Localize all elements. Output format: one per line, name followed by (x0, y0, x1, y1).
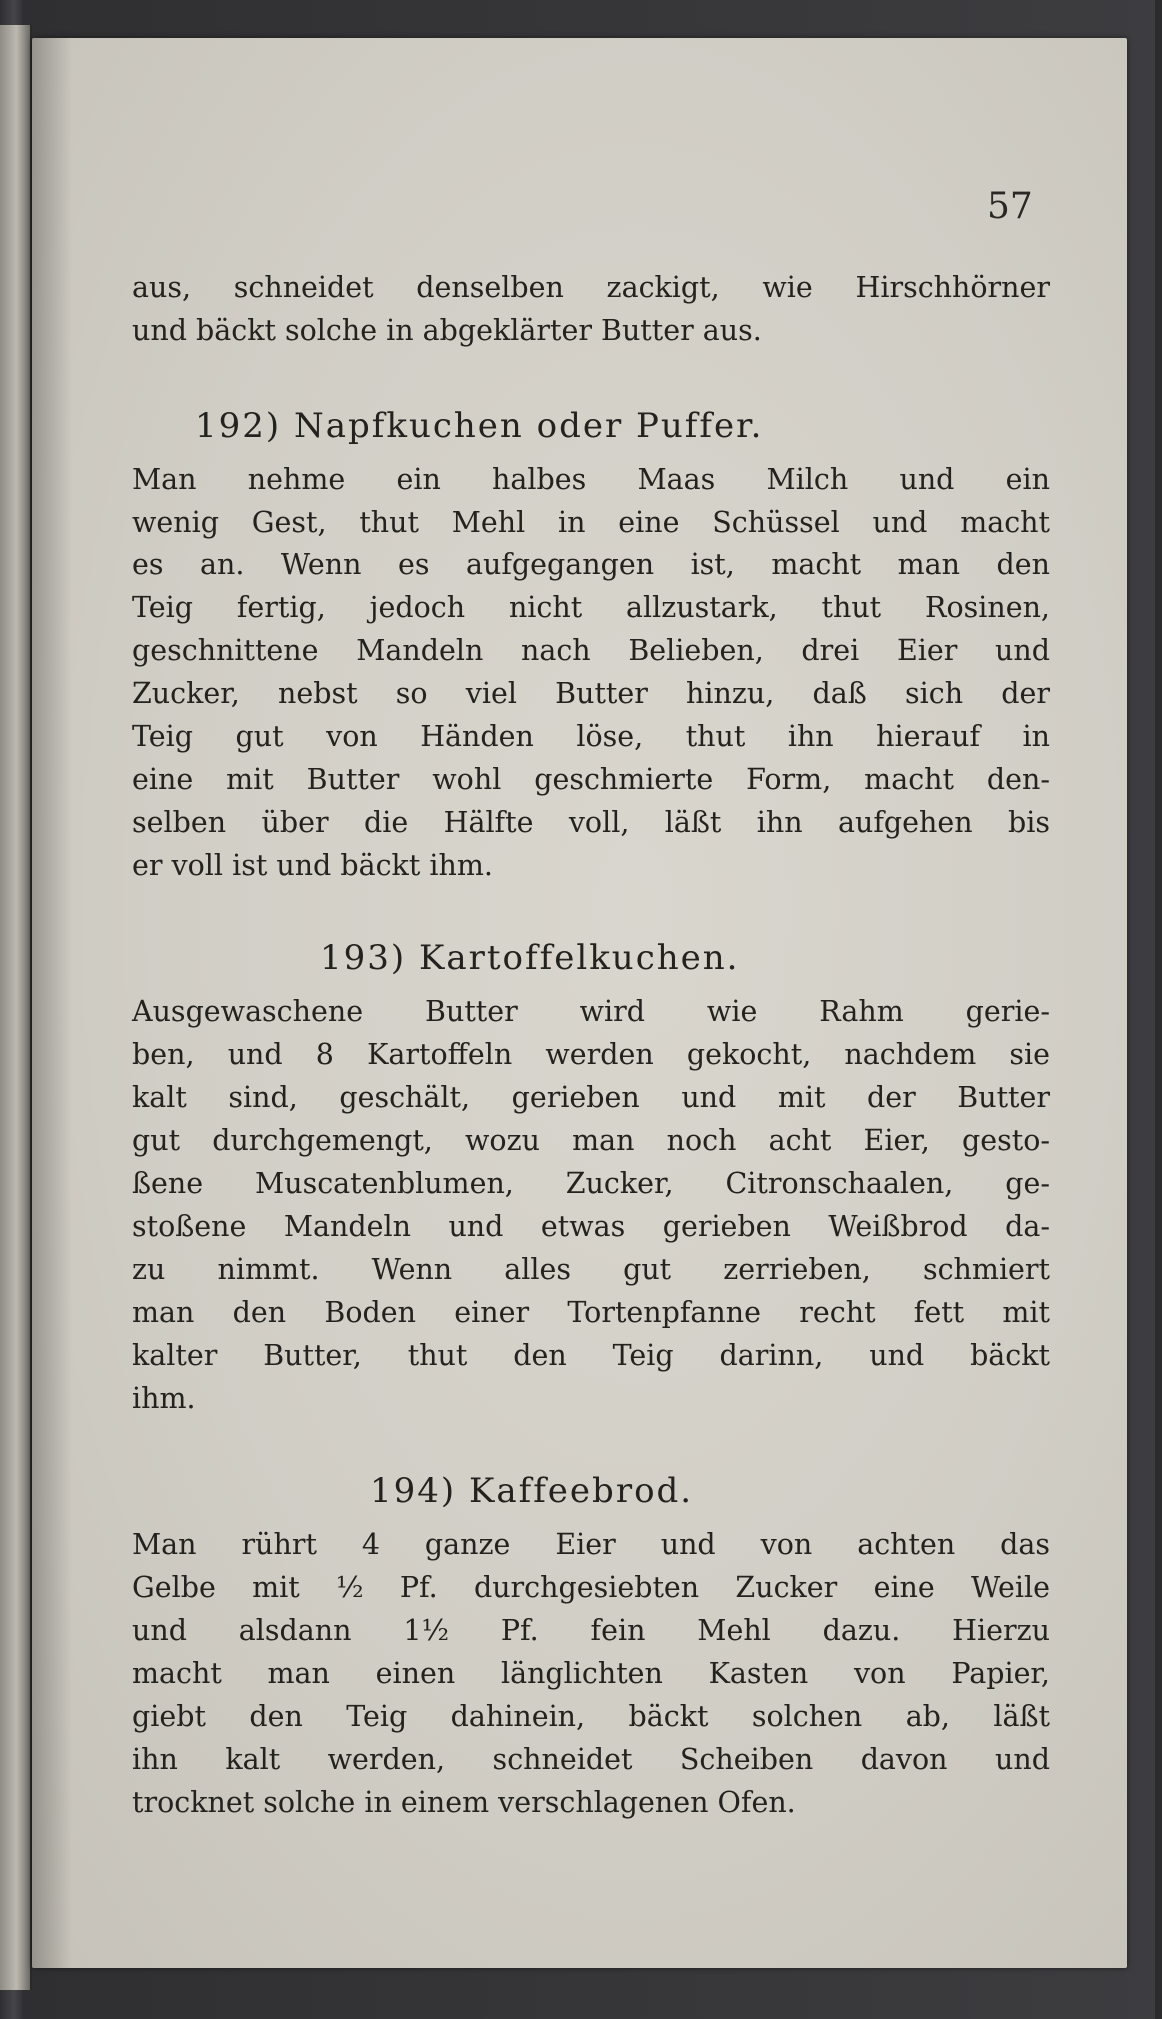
intro-line: und bäckt solche in abgeklärter Butter aus. (132, 314, 762, 347)
recipe-line: zu nimmt. Wenn alles gut zerrieben, schmiert (132, 1253, 1050, 1286)
recipe-line: wenig Gest, thut Mehl in eine Schüssel und macht (132, 506, 1050, 539)
recipe-line: Gelbe mit ½ Pf. durchgesiebten Zucker eine Weile (132, 1571, 1050, 1604)
recipe-line: ßene Muscatenblumen, Zucker, Citronschaalen, ge- (132, 1167, 1050, 1200)
recipe-line: ihn kalt werden, schneidet Scheiben davon und (132, 1743, 1050, 1776)
recipe-line: kalt sind, geschält, gerieben und mit der Butter (132, 1081, 1050, 1114)
recipe-line: giebt den Teig dahinein, bäckt solchen ab, läßt (132, 1700, 1050, 1733)
recipe-line: Man rührt 4 ganze Eier und von achten das (132, 1528, 1050, 1561)
recipe-line: macht man einen länglichten Kasten von Papier, (132, 1657, 1050, 1690)
recipe-line: Zucker, nebst so viel Butter hinzu, daß sich der (132, 677, 1050, 710)
recipe-line: ihm. (132, 1382, 196, 1415)
page-number: 57 (987, 186, 1033, 227)
recipe-line: Ausgewaschene Butter wird wie Rahm gerie- (132, 995, 1050, 1028)
recipe-line: es an. Wenn es aufgegangen ist, macht man den (132, 548, 1050, 581)
page-gutter-shadow (32, 38, 72, 1968)
recipe-heading: 192) Napfkuchen oder Puffer. (195, 406, 764, 446)
book-page (32, 38, 1127, 1968)
recipe-heading: 193) Kartoffelkuchen. (320, 938, 740, 978)
recipe-line: er voll ist und bäckt ihm. (132, 849, 493, 882)
recipe-line: man den Boden einer Tortenpfanne recht fett mit (132, 1296, 1050, 1329)
recipe-line: trocknet solche in einem verschlagenen Ofen. (132, 1786, 796, 1819)
recipe-line: ben, und 8 Kartoffeln werden gekocht, nachdem sie (132, 1038, 1050, 1071)
recipe-line: gut durchgemengt, wozu man noch acht Eier, gesto- (132, 1124, 1050, 1157)
scan-border (1155, 0, 1162, 2019)
previous-page-edge (0, 25, 32, 1990)
recipe-line: Teig fertig, jedoch nicht allzustark, thut Rosinen, (132, 591, 1050, 624)
recipe-line: kalter Butter, thut den Teig darinn, und bäckt (132, 1339, 1050, 1372)
recipe-line: stoßene Mandeln und etwas gerieben Weißbrod da- (132, 1210, 1050, 1243)
recipe-line: eine mit Butter wohl geschmierte Form, macht den- (132, 763, 1050, 796)
recipe-heading: 194) Kaffeebrod. (370, 1471, 694, 1511)
recipe-line: selben über die Hälfte voll, läßt ihn aufgehen bis (132, 806, 1050, 839)
recipe-line: und alsdann 1½ Pf. fein Mehl dazu. Hierzu (132, 1614, 1050, 1647)
recipe-line: Man nehme ein halbes Maas Milch und ein (132, 463, 1050, 496)
intro-line: aus, schneidet denselben zackigt, wie Hirschhörner (132, 271, 1050, 304)
recipe-line: Teig gut von Händen löse, thut ihn hierauf in (132, 720, 1050, 753)
recipe-line: geschnittene Mandeln nach Belieben, drei Eier und (132, 634, 1050, 667)
